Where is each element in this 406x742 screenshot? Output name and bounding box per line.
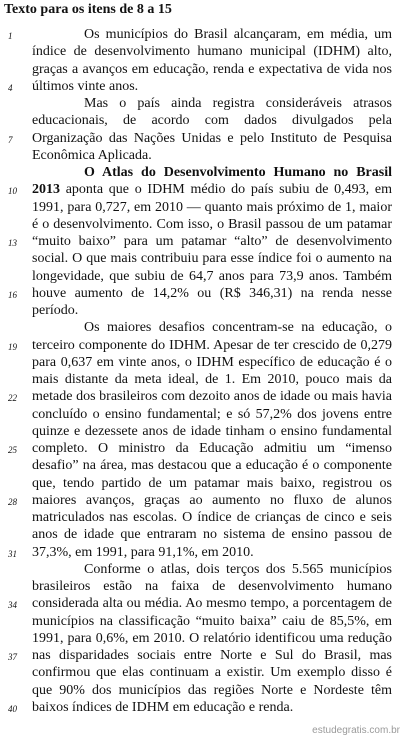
paragraph-3 [32, 164, 392, 319]
atlas-title: O Atlas do Desenvolvimento Humano no Brasil 2013 [32, 165, 392, 198]
line-number: 19 [8, 342, 17, 352]
paragraph-4: Os maiores desafios concentram-se na educação, o terceiro componente do IDHM. Apesar de ter crescido de 0,279 para 0,637 em vinte anos, o IDHM específico de educação é o mais distante da meta ideal, de 1. Em 2010, pouco mais da metade dos brasileiros com dezoito anos de idade ou mais havia concluído o ensino fundamental; e só 57,2% dos jovens entre quinze e dezessete anos de idade tinham o ensino fundamental completo. O ministro da Educação admitiu um “imenso desafio” na área, mas destacou que a educação é o componente que, tendo partido de um patamar mais baixo, registrou os maiores avanços, graças ao aumento no fluxo de alunos matriculados nas escolas. O índice de crianças de cinco e seis anos de idade que entraram no sistema de ensino passou de 37,3%, em 1991, para 91,1%, em 2010. [32, 320, 392, 560]
line-number: 13 [8, 238, 17, 248]
line-number: 16 [8, 290, 17, 300]
line-number: 1 [8, 31, 13, 41]
line-number: 37 [8, 652, 17, 662]
line-number: 31 [8, 549, 17, 559]
paragraph-5: Conforme o atlas, dois terços dos 5.565 municípios brasileiros estão na faixa de desenvolvimento humano considerada alta ou média. Ao mesmo tempo, a porcentagem de municípios na classificação “muito baixa” caiu de 85,5%, em 1991, para 0,6%, em 2010. O relatório identificou uma redução nas disparidades sociais entre Norte e Sul do Brasil, mas confirmou que elas continuam a existir. Um exemplo disso é que 90% dos municípios das regiões Norte e Nordeste têm baixos índices de IDHM em educação e renda. [32, 561, 392, 715]
line-number: 10 [8, 186, 17, 196]
line-number: 34 [8, 600, 17, 610]
line-number: 40 [8, 704, 17, 714]
paragraph-2: Mas o país ainda registra consideráveis atrasos educacionais, de acordo com dados divulgados pela Organização das Nações Unidas e pelo Instituto de Pesquisa Econômica Aplicada. [32, 96, 392, 163]
site-watermark: estudegratis.com.br [312, 725, 400, 736]
line-number: 7 [8, 135, 13, 145]
paragraph-1: Os municípios do Brasil alcançaram, em média, um índice de desenvolvimento humano municipal (IDHM) alto, graças a avanços em educação, renda e expectativa de vida nos últimos vinte anos. [32, 27, 392, 94]
section-heading: Texto para os itens de 8 a 15 [4, 2, 172, 17]
line-number: 25 [8, 445, 17, 455]
line-number: 28 [8, 497, 17, 507]
line-number: 4 [8, 83, 13, 93]
line-number: 22 [8, 393, 17, 403]
paragraph-3-body: aponta que o IDHM médio do país subiu de 0,493, em 1991, para 0,727, em 2010 — quanto mais próximo de 1, maior é o desenvolvimento. Com isso, o Brasil passou de um patamar “muito baixo” para um patamar “alto” de desenvolvimento social. O que mais contribuiu para esse índice foi o aumento na longevidade, que subiu de 64,7 anos para 73,9 anos. Também houve aumento de 14,2% ou (R$ 346,31) na renda nesse período. [32, 182, 392, 318]
article-text [32, 26, 392, 716]
